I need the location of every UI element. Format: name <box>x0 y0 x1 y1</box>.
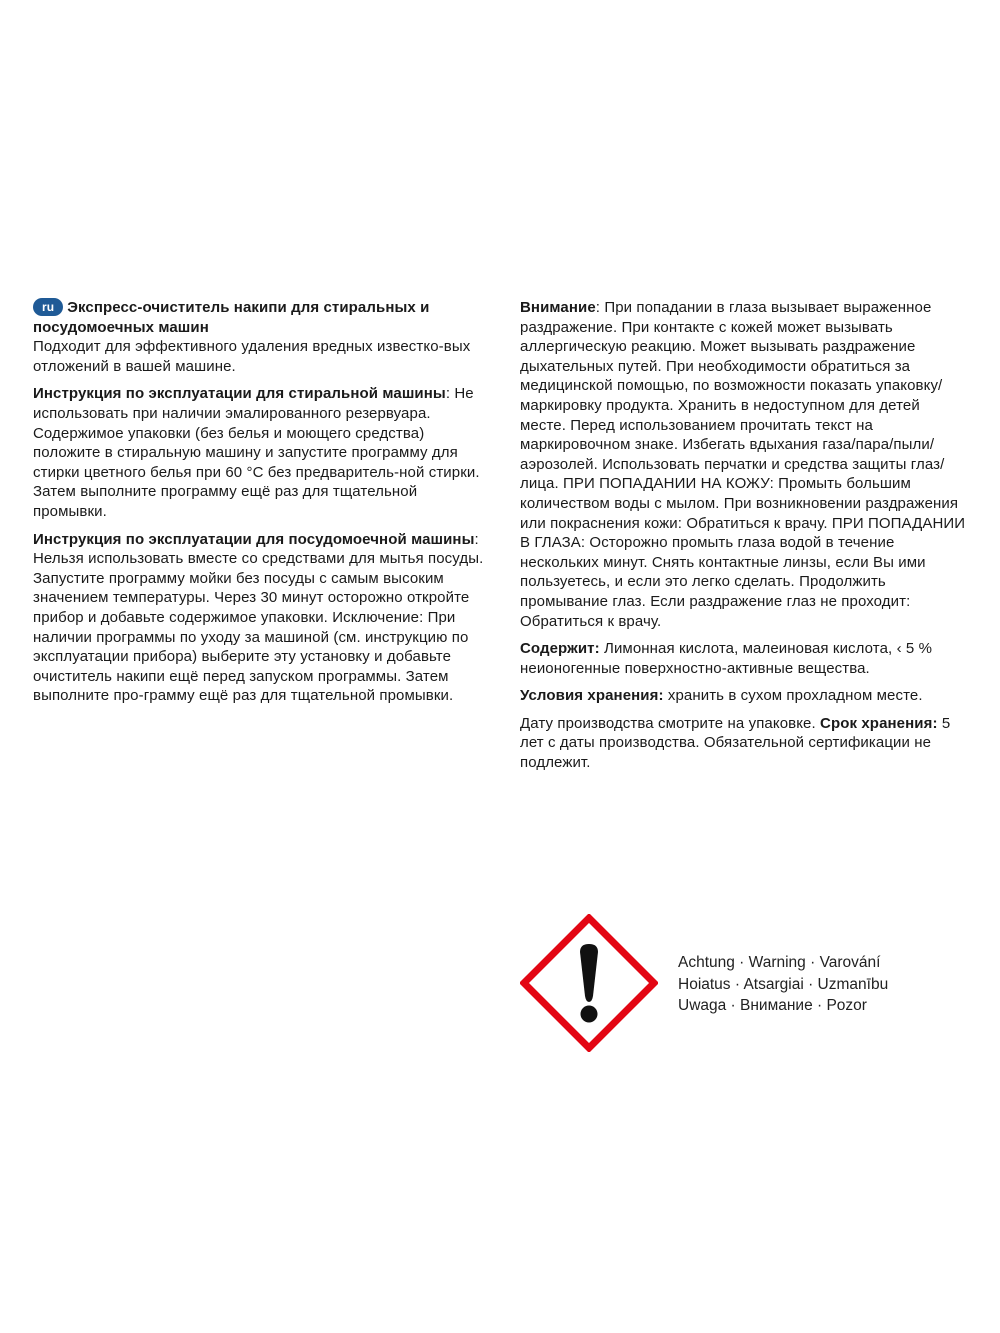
production-date-text: Дату производства смотрите на упаковке. <box>520 714 821 732</box>
dishwasher-text: : Нельзя использовать вместе со средствами для мытья посуды. Запустите программу мойки без посуды с самым высоким значением температуры. Через 30 минут осторожно откройте прибор и добавьте содержимое упаковки. Исключение: При наличии программы по уходу за машиной (см. инструкцию по эксплуатации прибора) выберите эту установку и добавьте очиститель накипи ещё перед запуском программы. Затем выполните про-грамму ещё раз для тщательной промывки. <box>33 530 484 705</box>
signal-words <box>678 952 978 1017</box>
product-intro: Подходит для эффективного удаления вредных известко-вых отложений в вашей машине. <box>33 338 471 375</box>
right-column <box>520 298 970 781</box>
shelf-life-block <box>520 714 970 773</box>
product-title-block <box>33 298 488 376</box>
warning-text: : При попадании в глаза вызывает выраженное раздражение. При контакте с кожей может вызывать аллергическую реакцию. Может вызывать раздражение дыхательных путей. При необходимости обратиться за медицинской помощью, по возможности показать упаковку/маркировку продукта. Хранить в недоступном для детей месте. Перед использованием прочитать текст на маркировочном знаке. Избегать вдыхания газа/пара/пыли/аэрозолей. Использовать перчатки и средства защиты глаз/лица. ПРИ ПОПАДАНИИ НА КОЖУ: Промыть большим количеством воды с мылом. При возникновении раздражения или покраснения кожи: Обратиться к врачу. ПРИ ПОПАДАНИИ В ГЛАЗА: Осторожно промыть глаза водой в течение нескольких минут. Снять контактные линзы, если Вы ими пользуетесь, и если это легко сделать. Продолжить промывание глаз. Если раздражение глаз не проходит: Обратиться к врачу. <box>520 299 966 630</box>
signal-words-line-1: Achtung · Warning · Varování <box>678 954 881 971</box>
contents-heading: Содержит: <box>520 640 600 658</box>
storage-heading: Условия хранения: <box>520 687 664 705</box>
left-column <box>33 298 488 714</box>
contents-block <box>520 639 970 678</box>
warning-heading: Внимание <box>520 299 596 316</box>
storage-block <box>520 686 970 706</box>
warning-block <box>520 298 970 631</box>
product-title: Экспресс-очиститель накипи для стиральных и посудомоечных машин <box>33 299 430 336</box>
signal-words-line-2: Hoiatus · Atsargiai · Uzmanību <box>678 975 889 993</box>
signal-words-line-3: Uwaga · Внимание · Pozor <box>678 997 867 1014</box>
exclamation-hazard-icon <box>520 914 658 1052</box>
shelf-life-heading: Срок хранения: <box>820 714 938 732</box>
storage-text: хранить в сухом прохладном месте. <box>663 687 923 705</box>
language-badge: ru <box>33 298 63 316</box>
dishwasher-heading: Инструкция по эксплуатации для посудомоечной машины <box>33 530 475 548</box>
contents-text: Лимонная кислота, малеиновая кислота, ‹ 5 % неионогенные поверхностно-активные вещества. <box>520 640 933 677</box>
washing-instructions <box>33 384 488 521</box>
washing-heading: Инструкция по эксплуатации для стиральной машины <box>33 385 446 403</box>
shelf-life-text: 5 лет с даты производства. Обязательной сертификации не подлежит. <box>520 714 951 772</box>
dishwasher-instructions <box>33 530 488 706</box>
washing-text: : Не использовать при наличии эмалированного резервуара. Содержимое упаковки (без белья и моющего средства) положите в стиральную машину и запустите программу для стирки цветного белья при 60 °C без предваритель-ной стирки. Затем выполните программу ещё раз для тщательной промывки. <box>33 385 480 520</box>
